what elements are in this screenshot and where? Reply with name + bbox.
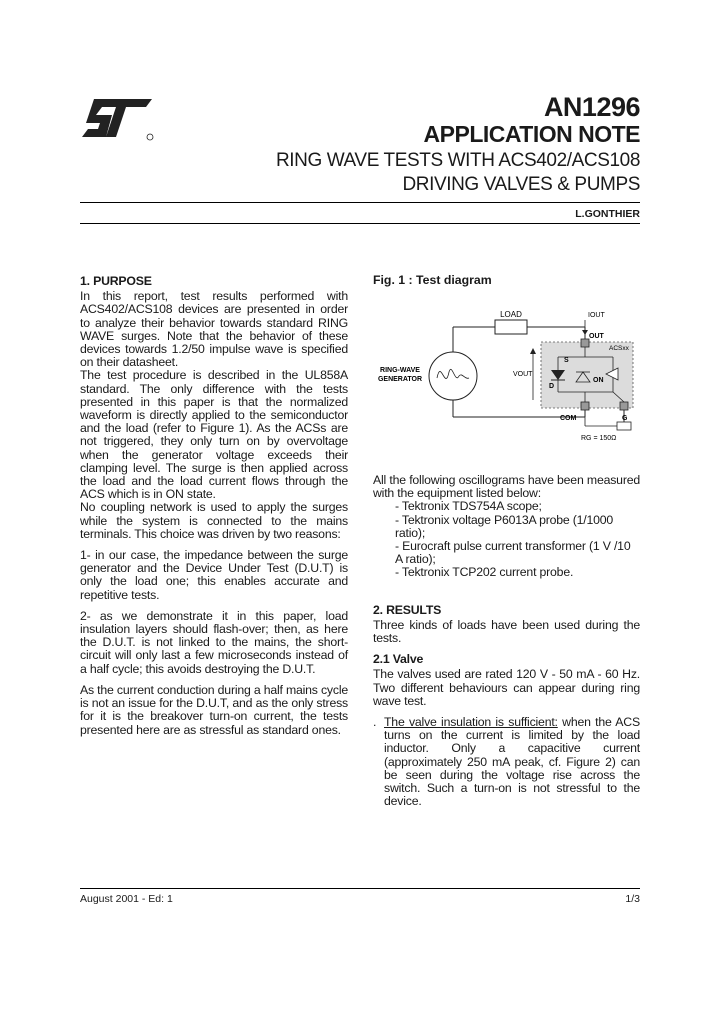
valve-bullet-lead: The valve insulation is sufficient:	[384, 715, 558, 730]
valve-heading: 2.1 Valve	[373, 652, 424, 667]
bullet-marker: .	[373, 715, 377, 730]
author: L.GONTHIER	[575, 208, 640, 220]
generator-symbol	[429, 352, 477, 400]
equipment-intro: All the following oscillograms have been measured with the equipment listed below:	[373, 473, 640, 501]
page-number: 1/3	[625, 893, 640, 905]
footer-rule	[80, 888, 640, 889]
label-load: LOAD	[500, 310, 522, 319]
doc-title-line1: RING WAVE TESTS WITH ACS402/ACS108	[275, 150, 640, 171]
equipment-item-4: - Tektronix TCP202 current probe.	[395, 565, 574, 580]
label-vout: VOUT	[513, 371, 533, 378]
pin-com	[581, 402, 589, 410]
purpose-paragraph-3: No coupling network is used to apply the surges while the system is connected to the mains terminals. This choice was driven by two reasons:	[80, 500, 348, 541]
equipment-item-2: - Tektronix voltage P6013A probe (1/1000 ratio);	[395, 512, 614, 540]
label-on: ON	[593, 377, 604, 384]
label-generator-2: GENERATOR	[377, 376, 423, 383]
valve-bullet	[373, 716, 640, 808]
purpose-heading: 1. PURPOSE	[80, 274, 152, 288]
reason-2: 2- as we demonstrate it in this paper, load insulation layers should flash-over; then, as here the D.U.T. is not linked to the mains, the short-circuit will only last a few microseconds instead of a half cycle; this avoids destroying the D.U.T.	[80, 608, 348, 676]
test-diagram	[373, 292, 640, 452]
header-rule	[80, 202, 640, 203]
author-rule	[80, 223, 640, 224]
doc-number: AN1296	[543, 92, 640, 122]
left-column	[80, 275, 348, 737]
label-rg: RG = 150Ω	[581, 435, 617, 442]
right-column	[373, 474, 640, 808]
label-d: D	[549, 383, 555, 390]
doc-type: APPLICATION NOTE	[423, 121, 640, 147]
label-out: OUT	[589, 333, 604, 340]
doc-title-line2: DRIVING VALVES & PUMPS	[402, 174, 640, 195]
results-heading: 2. RESULTS	[373, 602, 442, 617]
load-resistor	[495, 320, 527, 334]
current-arrow	[582, 330, 588, 335]
label-generator-1: RING-WAVE	[380, 367, 420, 374]
pin-out	[581, 339, 589, 347]
valve-text: The valves used are rated 120 V - 50 mA - 60 Hz. Two different behaviours can appear during ring wave test.	[373, 667, 640, 708]
label-iout: IOUT	[588, 312, 605, 319]
valve-bullet-text: when the ACS turns on the current is limited by the load inductor. Only a capacitive current (approximately 250 mA peak, cf. Figure 2) can be seen during the voltage rise across the switch. Such a turn-on is not stressful to the device.	[384, 715, 640, 809]
purpose-paragraph-4: As the current conduction during a half mains cycle is not an issue for the D.U.T, and as the only stress for it is the breakover turn-on current, the tests presented here are as stressful as standard ones.	[80, 682, 348, 737]
reason-1: 1- in our case, the impedance between the surge generator and the Device Under Test (D.U.T) is only the load one; this enables accurate and repetitive tests.	[80, 548, 348, 602]
purpose-paragraph-2: The test procedure is described in the UL858A standard. The only difference with the tests presented in this paper is that the normalized waveform is directly applied to the semiconductor and the load (refer to Figure 1). As the ACSs are not triggered, they only turn on by overvoltage when the generator voltage exceeds their clamping level. The surge is then applied across the load and the load current flows through the ACS which is in ON state.	[80, 368, 348, 502]
purpose-paragraph-1: In this report, test results performed with ACS402/ACS108 devices are presented in order to analyze their behavior towards standard RING WAVE surges. Note that the behavior of these devices towards 1.2/50 impulse wave is specified on their datasheet.	[80, 289, 348, 370]
results-text: Three kinds of loads have been used during the tests.	[373, 617, 640, 646]
st-logo	[80, 97, 155, 142]
figure-caption: Fig. 1 : Test diagram	[373, 273, 492, 287]
pin-g	[620, 402, 628, 410]
label-s: S	[564, 357, 569, 364]
rg-resistor	[617, 422, 631, 430]
label-g: G	[622, 415, 628, 422]
footer-date: August 2001 - Ed: 1	[80, 893, 173, 905]
label-acsxx: ACSxx	[609, 345, 629, 352]
equipment-item-1: - Tektronix TDS754A scope;	[395, 499, 542, 514]
equipment-item-3: - Eurocraft pulse current transformer (1 V /10 A ratio);	[395, 539, 631, 567]
label-com: COM	[560, 415, 577, 422]
